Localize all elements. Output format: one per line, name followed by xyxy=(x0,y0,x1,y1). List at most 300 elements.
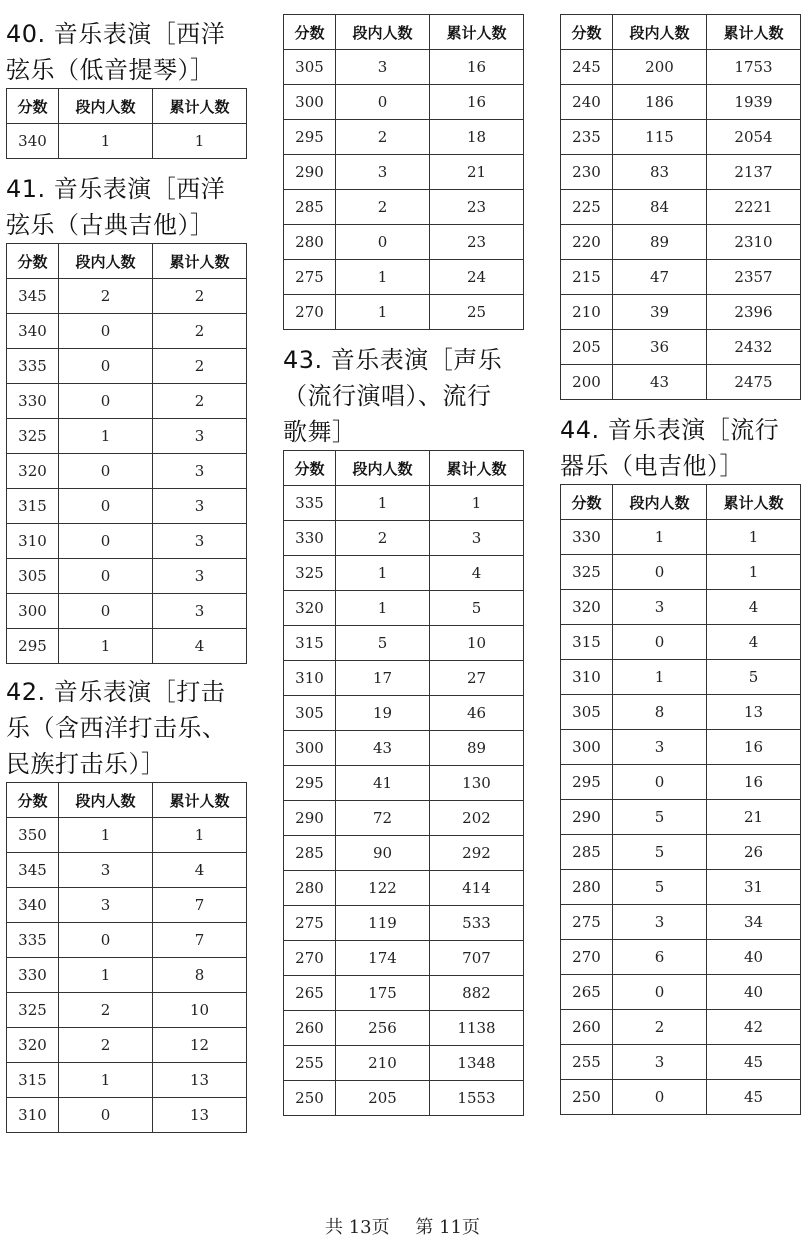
table-cell: 1 xyxy=(336,260,430,295)
table-cell: 7 xyxy=(153,923,247,958)
table-cell: 13 xyxy=(153,1063,247,1098)
section-43 xyxy=(283,342,523,1116)
table-row xyxy=(284,50,524,85)
table-cell: 330 xyxy=(284,521,336,556)
table-cell: 255 xyxy=(561,1045,613,1080)
section-40-title: 40. 音乐表演［西洋 弦乐（低音提琴）］ xyxy=(6,20,226,84)
table-cell: 21 xyxy=(707,800,801,835)
table-cell: 1 xyxy=(336,295,430,330)
table-cell: 4 xyxy=(707,590,801,625)
table-cell: 300 xyxy=(7,594,59,629)
table-cell: 6 xyxy=(613,940,707,975)
table-cell: 0 xyxy=(59,1098,153,1133)
table-cell: 320 xyxy=(7,454,59,489)
table-cell: 10 xyxy=(430,626,524,661)
table-cell: 325 xyxy=(7,419,59,454)
table-row xyxy=(561,1045,801,1080)
table-row xyxy=(284,1081,524,1116)
section-44-title: 44. 音乐表演［流行 器乐（电吉他）］ xyxy=(560,416,780,480)
table-cell: 2357 xyxy=(707,260,801,295)
column-header: 累计人数 xyxy=(153,244,247,279)
table-cell: 0 xyxy=(59,454,153,489)
table-cell: 250 xyxy=(561,1080,613,1115)
table-cell: 230 xyxy=(561,155,613,190)
table-cell: 8 xyxy=(613,695,707,730)
table-row xyxy=(7,923,247,958)
table-row xyxy=(7,314,247,349)
table-row xyxy=(7,524,247,559)
table-cell: 45 xyxy=(707,1080,801,1115)
table-row xyxy=(561,365,801,400)
table-cell: 315 xyxy=(284,626,336,661)
table-cell: 250 xyxy=(284,1081,336,1116)
table-cell: 225 xyxy=(561,190,613,225)
table-cell: 414 xyxy=(430,871,524,906)
section-42-continued xyxy=(283,14,523,330)
table-row xyxy=(284,626,524,661)
table-header-row xyxy=(7,244,247,279)
table-cell: 0 xyxy=(59,524,153,559)
table-cell: 325 xyxy=(561,555,613,590)
table-row xyxy=(7,853,247,888)
page-number: 第 11页 xyxy=(415,1217,480,1238)
table-header-row xyxy=(561,15,801,50)
table-row xyxy=(284,661,524,696)
table-cell: 2 xyxy=(153,384,247,419)
table-cell: 0 xyxy=(613,625,707,660)
table-cell: 300 xyxy=(561,730,613,765)
table-cell: 275 xyxy=(284,260,336,295)
table-cell: 300 xyxy=(284,731,336,766)
table-cell: 26 xyxy=(707,835,801,870)
table-cell: 2 xyxy=(153,279,247,314)
table-row xyxy=(561,975,801,1010)
table-cell: 300 xyxy=(284,85,336,120)
table-cell: 1 xyxy=(613,520,707,555)
column-header: 分数 xyxy=(7,244,59,279)
table-cell: 2 xyxy=(59,993,153,1028)
column-1 xyxy=(6,0,246,1133)
page-footer xyxy=(0,1213,805,1239)
table-cell: 0 xyxy=(59,349,153,384)
table-header-row xyxy=(7,89,247,124)
table-cell: 45 xyxy=(707,1045,801,1080)
table-row xyxy=(561,120,801,155)
table-row xyxy=(561,905,801,940)
table-cell: 84 xyxy=(613,190,707,225)
table-cell: 41 xyxy=(336,766,430,801)
table-cell: 39 xyxy=(613,295,707,330)
table-cell: 130 xyxy=(430,766,524,801)
table-row xyxy=(561,625,801,660)
table-row xyxy=(284,731,524,766)
table-cell: 256 xyxy=(336,1011,430,1046)
table-cell: 275 xyxy=(284,906,336,941)
table-cell: 90 xyxy=(336,836,430,871)
column-3 xyxy=(560,0,800,1115)
table-cell: 0 xyxy=(59,923,153,958)
table-cell: 260 xyxy=(284,1011,336,1046)
table-row xyxy=(7,1063,247,1098)
table-row xyxy=(561,590,801,625)
table-cell: 119 xyxy=(336,906,430,941)
table-cell: 2 xyxy=(613,1010,707,1045)
table-cell: 5 xyxy=(613,800,707,835)
table-cell: 3 xyxy=(613,730,707,765)
table-cell: 205 xyxy=(561,330,613,365)
table-cell: 3 xyxy=(153,594,247,629)
table-cell: 0 xyxy=(59,594,153,629)
table-cell: 255 xyxy=(284,1046,336,1081)
table-row xyxy=(284,836,524,871)
table-cell: 210 xyxy=(336,1046,430,1081)
table-cell: 205 xyxy=(336,1081,430,1116)
table-cell: 320 xyxy=(7,1028,59,1063)
table-cell: 335 xyxy=(284,486,336,521)
table-cell: 2 xyxy=(59,279,153,314)
table-cell: 1 xyxy=(613,660,707,695)
table-cell: 305 xyxy=(7,559,59,594)
table-header-row xyxy=(7,783,247,818)
table-cell: 345 xyxy=(7,853,59,888)
table-cell: 1 xyxy=(59,124,153,159)
table-row xyxy=(561,835,801,870)
table-cell: 17 xyxy=(336,661,430,696)
table-row xyxy=(284,906,524,941)
table-cell: 0 xyxy=(613,765,707,800)
table-cell: 310 xyxy=(284,661,336,696)
table-cell: 186 xyxy=(613,85,707,120)
table-cell: 10 xyxy=(153,993,247,1028)
table-row xyxy=(284,260,524,295)
table-cell: 533 xyxy=(430,906,524,941)
table-cell: 1 xyxy=(707,520,801,555)
table-row xyxy=(284,120,524,155)
table-cell: 89 xyxy=(430,731,524,766)
table-cell: 3 xyxy=(153,524,247,559)
table-cell: 3 xyxy=(336,50,430,85)
table-cell: 275 xyxy=(561,905,613,940)
table-row xyxy=(561,330,801,365)
table-row xyxy=(7,1098,247,1133)
table-cell: 290 xyxy=(561,800,613,835)
table-cell: 16 xyxy=(430,50,524,85)
table-cell: 200 xyxy=(561,365,613,400)
table-row xyxy=(561,555,801,590)
column-header: 分数 xyxy=(561,485,613,520)
table-row xyxy=(7,818,247,853)
section-43-title: 43. 音乐表演［声乐 （流行演唱）、流行 歌舞］ xyxy=(283,346,503,446)
table-cell: 174 xyxy=(336,941,430,976)
table-cell: 1 xyxy=(153,124,247,159)
table-row xyxy=(7,454,247,489)
column-header: 累计人数 xyxy=(153,89,247,124)
column-header: 段内人数 xyxy=(336,15,430,50)
table-cell: 235 xyxy=(561,120,613,155)
table-cell: 2396 xyxy=(707,295,801,330)
table-cell: 8 xyxy=(153,958,247,993)
table-cell: 1 xyxy=(336,486,430,521)
table-cell: 315 xyxy=(7,1063,59,1098)
table-row xyxy=(561,50,801,85)
table-row xyxy=(7,594,247,629)
table-cell: 2 xyxy=(59,1028,153,1063)
table-cell: 1553 xyxy=(430,1081,524,1116)
table-header-row xyxy=(284,451,524,486)
column-header: 段内人数 xyxy=(613,15,707,50)
table-cell: 340 xyxy=(7,888,59,923)
table-cell: 2 xyxy=(153,314,247,349)
table-row xyxy=(7,124,247,159)
table-cell: 2 xyxy=(153,349,247,384)
table-row xyxy=(284,871,524,906)
table-cell: 13 xyxy=(153,1098,247,1133)
table-row xyxy=(7,1028,247,1063)
table-cell: 280 xyxy=(561,870,613,905)
table-cell: 43 xyxy=(336,731,430,766)
table-row xyxy=(561,1010,801,1045)
table-cell: 47 xyxy=(613,260,707,295)
table-cell: 27 xyxy=(430,661,524,696)
table-row xyxy=(7,349,247,384)
table-row xyxy=(561,190,801,225)
score-table xyxy=(283,450,524,1116)
table-row xyxy=(284,155,524,190)
table-row xyxy=(7,384,247,419)
table-cell: 270 xyxy=(561,940,613,975)
table-cell: 290 xyxy=(284,155,336,190)
table-row xyxy=(561,765,801,800)
table-cell: 280 xyxy=(284,871,336,906)
table-cell: 43 xyxy=(613,365,707,400)
table-row xyxy=(561,85,801,120)
table-row xyxy=(561,695,801,730)
column-header: 段内人数 xyxy=(336,451,430,486)
table-cell: 13 xyxy=(707,695,801,730)
score-table xyxy=(6,782,247,1133)
table-cell: 265 xyxy=(561,975,613,1010)
column-header: 分数 xyxy=(561,15,613,50)
table-cell: 2 xyxy=(336,521,430,556)
table-cell: 1 xyxy=(153,818,247,853)
table-cell: 295 xyxy=(561,765,613,800)
table-cell: 40 xyxy=(707,940,801,975)
table-cell: 46 xyxy=(430,696,524,731)
score-table xyxy=(560,14,801,400)
table-cell: 310 xyxy=(7,1098,59,1133)
table-row xyxy=(7,888,247,923)
table-row xyxy=(561,870,801,905)
table-cell: 5 xyxy=(707,660,801,695)
table-row xyxy=(561,260,801,295)
table-cell: 330 xyxy=(7,958,59,993)
table-cell: 3 xyxy=(613,1045,707,1080)
table-row xyxy=(7,958,247,993)
score-table xyxy=(6,243,247,664)
table-cell: 265 xyxy=(284,976,336,1011)
table-cell: 42 xyxy=(707,1010,801,1045)
table-cell: 4 xyxy=(430,556,524,591)
table-cell: 4 xyxy=(153,853,247,888)
section-40 xyxy=(6,16,246,159)
column-header: 分数 xyxy=(284,451,336,486)
table-cell: 24 xyxy=(430,260,524,295)
table-cell: 3 xyxy=(59,888,153,923)
table-row xyxy=(284,976,524,1011)
table-row xyxy=(284,696,524,731)
table-cell: 0 xyxy=(59,489,153,524)
table-cell: 16 xyxy=(430,85,524,120)
table-cell: 3 xyxy=(613,905,707,940)
table-cell: 325 xyxy=(7,993,59,1028)
column-2 xyxy=(283,0,523,1116)
table-cell: 23 xyxy=(430,225,524,260)
table-cell: 305 xyxy=(284,50,336,85)
table-cell: 40 xyxy=(707,975,801,1010)
table-cell: 2 xyxy=(336,190,430,225)
table-cell: 882 xyxy=(430,976,524,1011)
table-row xyxy=(7,993,247,1028)
table-cell: 18 xyxy=(430,120,524,155)
table-cell: 89 xyxy=(613,225,707,260)
table-row xyxy=(284,85,524,120)
table-cell: 260 xyxy=(561,1010,613,1045)
table-cell: 335 xyxy=(7,923,59,958)
table-cell: 292 xyxy=(430,836,524,871)
section-43-continued xyxy=(560,14,800,400)
section-42 xyxy=(6,674,246,1133)
table-cell: 3 xyxy=(336,155,430,190)
section-41-title: 41. 音乐表演［西洋 弦乐（古典吉他）］ xyxy=(6,175,226,239)
table-cell: 1138 xyxy=(430,1011,524,1046)
table-header-row xyxy=(561,485,801,520)
table-cell: 16 xyxy=(707,765,801,800)
table-cell: 1939 xyxy=(707,85,801,120)
column-header: 分数 xyxy=(7,89,59,124)
total-pages: 共 13页 xyxy=(324,1217,390,1238)
table-cell: 1753 xyxy=(707,50,801,85)
table-cell: 245 xyxy=(561,50,613,85)
column-header: 段内人数 xyxy=(613,485,707,520)
table-cell: 310 xyxy=(7,524,59,559)
table-row xyxy=(7,419,247,454)
table-cell: 270 xyxy=(284,941,336,976)
column-header: 累计人数 xyxy=(707,15,801,50)
table-cell: 175 xyxy=(336,976,430,1011)
column-header: 分数 xyxy=(284,15,336,50)
table-row xyxy=(284,190,524,225)
table-row xyxy=(284,225,524,260)
table-cell: 2432 xyxy=(707,330,801,365)
table-cell: 330 xyxy=(7,384,59,419)
table-cell: 200 xyxy=(613,50,707,85)
table-cell: 295 xyxy=(7,629,59,664)
table-row xyxy=(7,559,247,594)
table-cell: 3 xyxy=(153,454,247,489)
table-row xyxy=(561,295,801,330)
table-row xyxy=(561,660,801,695)
table-cell: 12 xyxy=(153,1028,247,1063)
table-cell: 0 xyxy=(613,555,707,590)
table-cell: 350 xyxy=(7,818,59,853)
table-cell: 315 xyxy=(561,625,613,660)
table-cell: 1 xyxy=(336,591,430,626)
table-cell: 21 xyxy=(430,155,524,190)
table-cell: 707 xyxy=(430,941,524,976)
table-cell: 34 xyxy=(707,905,801,940)
table-cell: 340 xyxy=(7,314,59,349)
table-cell: 36 xyxy=(613,330,707,365)
section-44 xyxy=(560,412,800,1115)
column-header: 段内人数 xyxy=(59,89,153,124)
table-cell: 2310 xyxy=(707,225,801,260)
table-cell: 4 xyxy=(707,625,801,660)
table-cell: 25 xyxy=(430,295,524,330)
table-row xyxy=(284,486,524,521)
column-header: 分数 xyxy=(7,783,59,818)
table-cell: 1 xyxy=(707,555,801,590)
table-cell: 320 xyxy=(284,591,336,626)
table-cell: 7 xyxy=(153,888,247,923)
table-cell: 0 xyxy=(613,1080,707,1115)
table-row xyxy=(284,591,524,626)
table-cell: 0 xyxy=(59,384,153,419)
table-cell: 285 xyxy=(284,190,336,225)
table-cell: 1 xyxy=(59,1063,153,1098)
table-cell: 1 xyxy=(59,818,153,853)
table-cell: 210 xyxy=(561,295,613,330)
table-cell: 335 xyxy=(7,349,59,384)
table-cell: 290 xyxy=(284,801,336,836)
table-cell: 0 xyxy=(613,975,707,1010)
table-row xyxy=(284,1046,524,1081)
table-cell: 215 xyxy=(561,260,613,295)
section-41 xyxy=(6,171,246,664)
section-42-title: 42. 音乐表演［打击 乐（含西洋打击乐、 民族打击乐）］ xyxy=(6,678,227,778)
table-cell: 305 xyxy=(561,695,613,730)
table-cell: 3 xyxy=(153,489,247,524)
table-cell: 16 xyxy=(707,730,801,765)
column-header: 累计人数 xyxy=(153,783,247,818)
table-cell: 1348 xyxy=(430,1046,524,1081)
table-row xyxy=(284,766,524,801)
table-cell: 295 xyxy=(284,766,336,801)
table-cell: 115 xyxy=(613,120,707,155)
table-cell: 5 xyxy=(430,591,524,626)
column-header: 段内人数 xyxy=(59,783,153,818)
table-cell: 202 xyxy=(430,801,524,836)
table-cell: 0 xyxy=(59,314,153,349)
table-cell: 72 xyxy=(336,801,430,836)
table-cell: 3 xyxy=(613,590,707,625)
table-row xyxy=(561,225,801,260)
column-header: 段内人数 xyxy=(59,244,153,279)
table-cell: 122 xyxy=(336,871,430,906)
score-table xyxy=(6,88,247,159)
table-cell: 305 xyxy=(284,696,336,731)
table-cell: 1 xyxy=(430,486,524,521)
table-cell: 5 xyxy=(613,870,707,905)
table-cell: 330 xyxy=(561,520,613,555)
table-cell: 3 xyxy=(430,521,524,556)
table-row xyxy=(561,155,801,190)
table-row xyxy=(7,279,247,314)
table-cell: 4 xyxy=(153,629,247,664)
table-header-row xyxy=(284,15,524,50)
table-cell: 1 xyxy=(59,629,153,664)
table-cell: 1 xyxy=(336,556,430,591)
table-row xyxy=(561,730,801,765)
